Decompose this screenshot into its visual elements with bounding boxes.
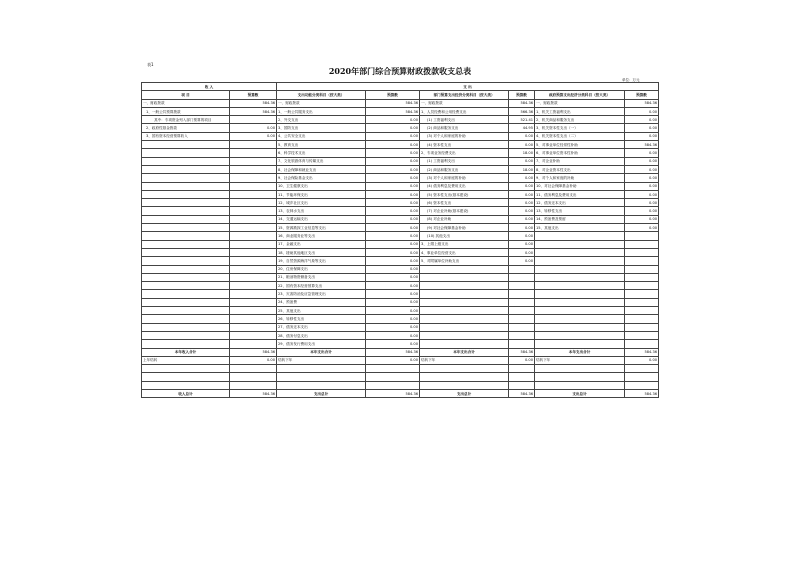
func-item-value: 0.00: [366, 141, 420, 149]
func-item-value: 0.00: [366, 323, 420, 331]
gov-grand-total-value: 584.36: [625, 389, 659, 397]
dept-econ-item-label: (9) 对社会保障基金补助: [420, 224, 509, 232]
gov-econ-item-value: 0.00: [625, 157, 659, 165]
dept-econ-item-value: 0.00: [509, 190, 535, 198]
func-item-value: 0.00: [366, 240, 420, 248]
func-item-value: 0.00: [366, 215, 420, 223]
gov-econ-item-label: 10、对社会保障基金补助: [535, 182, 625, 190]
gov-econ-item-value: 0.00: [625, 116, 659, 124]
dept-econ-item-label: 4、事业单位经营支出: [420, 248, 509, 256]
carry-dept-label: 结转下年: [420, 356, 509, 364]
dept-econ-item-value: 0.00: [509, 215, 535, 223]
func-item-label: 7、文化旅游体育与传媒支出: [277, 157, 366, 165]
gov-econ-item-label: 9、对个人和家庭的补助: [535, 174, 625, 182]
dept-econ-item-value: 584.36: [509, 99, 535, 107]
func-item-value: 0.00: [366, 116, 420, 124]
func-item-value: 0.00: [366, 190, 420, 198]
table-row: [142, 149, 659, 157]
gov-econ-item-label: 2、机关商品和服务支出: [535, 116, 625, 124]
income-item-value: 584.36: [230, 107, 277, 115]
func-item-value: 0.00: [366, 165, 420, 173]
func-amount-header: 预算数: [366, 91, 420, 99]
table-row: [142, 174, 659, 182]
func-item-label: 6、科学技术支出: [277, 149, 366, 157]
func-item-label: 25、其他支出: [277, 307, 366, 315]
dept-econ-item-label: (10) 其他支出: [420, 232, 509, 240]
year-dept-total-value: 584.36: [509, 348, 535, 356]
dept-econ-item-value: 0.00: [509, 199, 535, 207]
dept-econ-item-value: 0.00: [509, 248, 535, 256]
table-row: [142, 132, 659, 140]
dept-econ-item-label: (4) 债务利息及费用支出: [420, 182, 509, 190]
table-row: [142, 290, 659, 298]
func-item-label: 23、灾害防治及应急管理支出: [277, 290, 366, 298]
carry-dept-value: 0.00: [509, 356, 535, 364]
table-row: [142, 323, 659, 331]
dept-econ-item-label: (3) 对个人和家庭的补助: [420, 174, 509, 182]
gov-econ-item-value: 0.00: [625, 182, 659, 190]
table-row: [142, 331, 659, 339]
func-item-label: 28、债务付息支出: [277, 331, 366, 339]
gov-econ-item-value: 0.00: [625, 207, 659, 215]
table-row: [142, 190, 659, 198]
carry-income-label: 上年结转: [142, 356, 230, 364]
func-item-label: 8、社会保障和就业支出: [277, 165, 366, 173]
gov-econ-amount-header: 预算数: [625, 91, 659, 99]
func-item-value: 0.00: [366, 307, 420, 315]
section-header-row: [142, 83, 659, 91]
gov-econ-item-label: 6、对事业单位资本性补助: [535, 149, 625, 157]
func-item-label: 一、财政拨款: [277, 99, 366, 107]
document-label: 表1: [147, 62, 154, 67]
func-item-value: 0.00: [366, 257, 420, 265]
func-item-value: 0.00: [366, 331, 420, 339]
func-item-value: 0.00: [366, 207, 420, 215]
dept-econ-item-label: (2) 商品和服务支出: [420, 124, 509, 132]
func-item-value: 0.00: [366, 248, 420, 256]
expense-section-header: 支 出: [277, 83, 659, 91]
table-row: [142, 315, 659, 323]
dept-econ-item-label: (6) 资本性支出: [420, 199, 509, 207]
dept-econ-item-value: 0.00: [509, 157, 535, 165]
income-item-label: 3、国有资本经营预算收入: [142, 132, 230, 140]
carry-over-row: [142, 356, 659, 364]
gov-econ-item-value: 0.00: [625, 124, 659, 132]
func-grand-total-value: 584.36: [366, 389, 420, 397]
dept-econ-item-value: 0.00: [509, 141, 535, 149]
gov-econ-item-value: 0.00: [625, 107, 659, 115]
gov-econ-item-value: 0.00: [625, 215, 659, 223]
gov-econ-item-value: 0.00: [625, 149, 659, 157]
dept-econ-item-label: (1) 工资福利支出: [420, 116, 509, 124]
func-item-label: 12、城乡社区支出: [277, 199, 366, 207]
func-item-label: 16、商业服务业等支出: [277, 232, 366, 240]
dept-econ-item-label: (5) 资本性支出(基本建设): [420, 190, 509, 198]
table-row: [142, 182, 659, 190]
func-item-value: 0.00: [366, 149, 420, 157]
func-item-value: 0.00: [366, 199, 420, 207]
income-item-value: 0.00: [230, 124, 277, 132]
gov-econ-item-value: 0.00: [625, 224, 659, 232]
dept-econ-item-value: 0.00: [509, 182, 535, 190]
blank-row: [142, 373, 659, 381]
table-row: [142, 124, 659, 132]
carry-gov-label: 结转下年: [535, 356, 625, 364]
income-item-value: 584.36: [230, 99, 277, 107]
table-row: [142, 116, 659, 124]
dept-econ-item-value: 0.00: [509, 224, 535, 232]
dept-econ-item-value: 566.36: [509, 107, 535, 115]
carry-income-value: 0.00: [230, 356, 277, 364]
gov-econ-item-label: 12、债务还本支出: [535, 199, 625, 207]
income-item-value: [230, 116, 277, 124]
year-income-total-label: 本年收入合计: [142, 348, 230, 356]
dept-econ-item-label: 一、财政拨款: [420, 99, 509, 107]
gov-econ-item-header: 政府预算支出经济分类科目（按大类）: [535, 91, 625, 99]
func-item-value: 0.00: [366, 224, 420, 232]
dept-econ-item-header: 部门预算支出经济分类科目（按大类）: [420, 91, 509, 99]
gov-econ-item-label: 13、转移性支出: [535, 207, 625, 215]
dept-grand-total-label: 支出总计: [420, 389, 509, 397]
blank-row: [142, 365, 659, 373]
year-gov-total-label: 本年支出合计: [535, 348, 625, 356]
gov-econ-item-label: 11、债务利息及费用支出: [535, 190, 625, 198]
dept-econ-item-value: 18.00: [509, 165, 535, 173]
func-item-header: 支出功能分类科目（按大类）: [277, 91, 366, 99]
year-total-row: [142, 348, 659, 356]
func-item-label: 24、预备费: [277, 298, 366, 306]
func-item-label: 18、援助其他地区支出: [277, 248, 366, 256]
table-row: [142, 107, 659, 115]
dept-econ-item-value: 0.00: [509, 132, 535, 140]
func-item-value: 584.36: [366, 107, 420, 115]
func-item-label: 14、交通运输支出: [277, 215, 366, 223]
dept-econ-item-label: 3、上缴上级支出: [420, 240, 509, 248]
document-title: 2020年部门综合预算财政拨款收支总表: [328, 66, 472, 76]
unit-note: 单位：万元: [622, 78, 640, 82]
gov-econ-item-label: 8、对企业资本性支出: [535, 165, 625, 173]
dept-econ-item-value: 0.00: [509, 207, 535, 215]
dept-econ-item-label: (1) 工资福利支出: [420, 157, 509, 165]
func-item-value: 0.00: [366, 174, 420, 182]
func-item-value: 0.00: [366, 232, 420, 240]
gov-econ-item-value: 0.00: [625, 199, 659, 207]
dept-econ-item-label: 2、专项业务经费支出: [420, 149, 509, 157]
dept-econ-item-value: 18.00: [509, 149, 535, 157]
func-item-value: 0.00: [366, 290, 420, 298]
gov-econ-item-value: 584.36: [625, 141, 659, 149]
income-amount-header: 预算数: [230, 91, 277, 99]
func-item-value: 0.00: [366, 273, 420, 281]
func-item-label: 3、国防支出: [277, 124, 366, 132]
gov-econ-item-label: 1、机关工资福利支出: [535, 107, 625, 115]
dept-econ-item-label: (8) 对企业补助: [420, 215, 509, 223]
func-item-label: 5、教育支出: [277, 141, 366, 149]
func-item-label: 26、转移性支出: [277, 315, 366, 323]
table-row: [142, 224, 659, 232]
func-item-label: 15、资源勘探工业信息等支出: [277, 224, 366, 232]
table-row: [142, 199, 659, 207]
dept-econ-item-value: 44.95: [509, 124, 535, 132]
dept-econ-item-label: (7) 对企业补助(基本建设): [420, 207, 509, 215]
carry-func-label: 结转下年: [277, 356, 366, 364]
dept-econ-item-label: (4) 资本性支出: [420, 141, 509, 149]
blank-row: [142, 381, 659, 389]
gov-econ-item-value: 584.36: [625, 99, 659, 107]
func-item-value: 584.36: [366, 99, 420, 107]
func-item-label: 1、一般公共服务支出: [277, 107, 366, 115]
year-gov-total-value: 584.36: [625, 348, 659, 356]
func-item-label: 20、住房保障支出: [277, 265, 366, 273]
table-row: [142, 257, 659, 265]
func-item-value: 0.00: [366, 282, 420, 290]
func-item-label: 19、自然资源海洋气象等支出: [277, 257, 366, 265]
func-item-label: 17、金融支出: [277, 240, 366, 248]
income-grand-total-value: 584.36: [230, 389, 277, 397]
func-item-value: 0.00: [366, 265, 420, 273]
income-item-header: 项 目: [142, 91, 230, 99]
income-item-label: 一、财政拨款: [142, 99, 230, 107]
year-func-total-label: 本年支出合计: [277, 348, 366, 356]
func-item-label: 9、社会保险基金支出: [277, 174, 366, 182]
func-item-label: 29、债务发行费用支出: [277, 340, 366, 348]
gov-econ-item-label: 3、机关资本性支出（一）: [535, 124, 625, 132]
income-item-value: 0.00: [230, 132, 277, 140]
year-dept-total-label: 本年支出合计: [420, 348, 509, 356]
gov-econ-item-label: 15、其他支出: [535, 224, 625, 232]
gov-econ-item-value: 0.00: [625, 132, 659, 140]
table-row: [142, 265, 659, 273]
func-item-label: 11、节能环保支出: [277, 190, 366, 198]
func-item-label: 21、粮油物资储备支出: [277, 273, 366, 281]
gov-econ-item-label: 4、机关资本性支出（二）: [535, 132, 625, 140]
income-item-label: 2、政府性基金拨款: [142, 124, 230, 132]
func-item-label: 13、农林水支出: [277, 207, 366, 215]
dept-econ-item-label: 1、人员经费和公用经费支出: [420, 107, 509, 115]
func-item-label: 4、公共安全支出: [277, 132, 366, 140]
table-row: [142, 215, 659, 223]
year-income-total-value: 584.36: [230, 348, 277, 356]
dept-econ-item-label: (3) 对个人和家庭的补助: [420, 132, 509, 140]
gov-econ-item-label: 14、预备费及预留: [535, 215, 625, 223]
func-item-value: 0.00: [366, 124, 420, 132]
func-item-value: 0.00: [366, 315, 420, 323]
func-item-value: 0.00: [366, 132, 420, 140]
gov-econ-item-value: 0.00: [625, 174, 659, 182]
grand-total-row: [142, 389, 659, 397]
carry-func-value: 0.00: [366, 356, 420, 364]
table-row: [142, 99, 659, 107]
func-item-value: 0.00: [366, 157, 420, 165]
gov-econ-item-label: 一、财政拨款: [535, 99, 625, 107]
gov-econ-item-label: 7、对企业补助: [535, 157, 625, 165]
carry-gov-value: 0.00: [625, 356, 659, 364]
func-item-label: 27、债务还本支出: [277, 323, 366, 331]
table-row: [142, 240, 659, 248]
table-row: [142, 273, 659, 281]
table-row: [142, 340, 659, 348]
func-item-value: 0.00: [366, 298, 420, 306]
dept-econ-item-label: 5、对附属单位补助支出: [420, 257, 509, 265]
gov-econ-item-label: 5、对事业单位经常性补助: [535, 141, 625, 149]
dept-econ-item-value: 0.00: [509, 257, 535, 265]
budget-table: [141, 82, 659, 398]
table-row: [142, 232, 659, 240]
table-row: [142, 282, 659, 290]
income-grand-total-label: 收入总计: [142, 389, 230, 397]
income-section-header: 收 入: [142, 83, 277, 91]
dept-econ-amount-header: 预算数: [509, 91, 535, 99]
dept-econ-item-value: 0.00: [509, 240, 535, 248]
table-row: [142, 307, 659, 315]
func-item-value: 0.00: [366, 182, 420, 190]
func-item-value: 0.00: [366, 340, 420, 348]
dept-econ-item-value: 521.41: [509, 116, 535, 124]
table-row: [142, 207, 659, 215]
table-row: [142, 157, 659, 165]
income-item-label: 其中：专项资金列入部门预算的项目: [142, 116, 230, 124]
func-item-label: 2、外交支出: [277, 116, 366, 124]
table-row: [142, 248, 659, 256]
income-item-label: 1、一般公共预算拨款: [142, 107, 230, 115]
func-item-label: 22、国有资本经营预算支出: [277, 282, 366, 290]
gov-grand-total-label: 支出总计: [535, 389, 625, 397]
func-grand-total-label: 支出总计: [277, 389, 366, 397]
column-header-row: [142, 91, 659, 99]
dept-econ-item-label: (2) 商品和服务支出: [420, 165, 509, 173]
year-func-total-value: 584.36: [366, 348, 420, 356]
func-item-label: 10、卫生健康支出: [277, 182, 366, 190]
dept-econ-item-value: 0.00: [509, 174, 535, 182]
dept-grand-total-value: 584.36: [509, 389, 535, 397]
gov-econ-item-value: 0.00: [625, 190, 659, 198]
table-row: [142, 298, 659, 306]
dept-econ-item-value: 0.00: [509, 232, 535, 240]
table-row: [142, 141, 659, 149]
table-row: [142, 165, 659, 173]
gov-econ-item-value: 0.00: [625, 165, 659, 173]
